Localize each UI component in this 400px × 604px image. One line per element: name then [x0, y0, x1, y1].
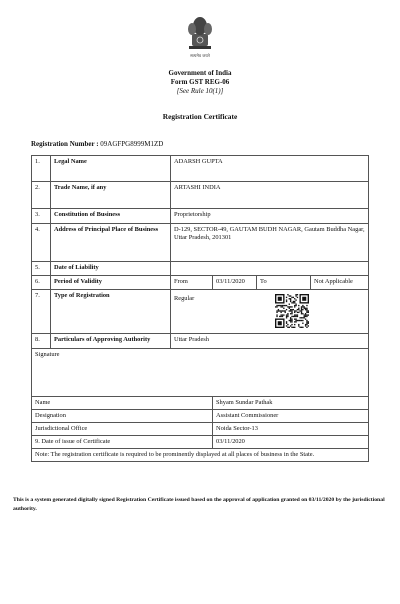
table-row [32, 436, 369, 449]
row-number: 6. [32, 276, 51, 290]
row-number: 8. [32, 334, 51, 349]
table-row [32, 224, 369, 262]
table-row [32, 397, 369, 410]
table-row [32, 276, 369, 290]
note-row [32, 449, 369, 462]
field-label: Trade Name, if any [51, 182, 171, 209]
field-value: Regular [174, 295, 195, 302]
row-number: 1. [32, 156, 51, 182]
issue-date-label: 9. Date of issue of Certificate [32, 436, 213, 449]
row-number: 2. [32, 182, 51, 209]
system-generated-footer: This is a system generated digitally signed Registration Certificate issued based on the approval of application granted on 03/11/2020 by the jurisdictional authority. [13, 497, 385, 512]
table-row [32, 156, 369, 182]
field-label: Constitution of Business [51, 209, 171, 224]
field-value: Uttar Pradesh [171, 334, 369, 349]
name-value: Shyam Sundar Pathak [213, 397, 369, 410]
field-label: Date of Liability [51, 262, 171, 276]
field-value: Proprietorship [171, 209, 369, 224]
signature-label: Signature [32, 349, 369, 397]
validity-from-label: From [171, 276, 213, 290]
validity-to-label: To [257, 276, 311, 290]
table-row [32, 423, 369, 436]
field-value [171, 262, 369, 276]
form-number: Form GST REG-06 [170, 78, 230, 86]
field-value: ADARSH GUPTA [171, 156, 369, 182]
certificate-table [31, 155, 369, 462]
page-title: Registration Certificate [162, 112, 238, 121]
designation-value: Assistant Commissioner [213, 410, 369, 423]
office-value: Noida Sector-13 [213, 423, 369, 436]
registration-number [31, 140, 163, 148]
rule-reference: [See Rule 10(1)] [176, 87, 224, 95]
row-number: 5. [32, 262, 51, 276]
designation-label: Designation [32, 410, 213, 423]
emblem-caption: सत्यमेव जयते [190, 53, 210, 58]
office-label: Jurisdictional Office [32, 423, 213, 436]
registration-number-value: 09AGFPG8999M1ZD [100, 140, 164, 148]
validity-to-value: Not Applicable [311, 276, 369, 290]
issue-date-value: 03/11/2020 [213, 436, 369, 449]
field-label: Address of Principal Place of Business [51, 224, 171, 262]
validity-from-value: 03/11/2020 [213, 276, 257, 290]
field-label: Particulars of Approving Authority [51, 334, 171, 349]
national-emblem-icon [183, 12, 217, 62]
qr-code-icon [275, 294, 309, 328]
field-label: Period of Validity [51, 276, 171, 290]
row-number: 3. [32, 209, 51, 224]
field-label: Type of Registration [51, 290, 171, 334]
row-number: 7. [32, 290, 51, 334]
field-label: Legal Name [51, 156, 171, 182]
field-value: ARTASHI INDIA [171, 182, 369, 209]
table-row [32, 410, 369, 423]
display-note: Note: The registration certificate is required to be prominently displayed at all places of business in the State. [32, 449, 369, 462]
table-row [32, 290, 369, 334]
field-value: D-129, SECTOR-49, GAUTAM BUDH NAGAR, Gautam Buddha Nagar, Uttar Pradesh, 201301 [171, 224, 369, 262]
table-row [32, 262, 369, 276]
table-row [32, 334, 369, 349]
registration-number-label: Registration Number : [31, 140, 99, 148]
table-row [32, 209, 369, 224]
table-row [32, 182, 369, 209]
row-number: 4. [32, 224, 51, 262]
signature-row [32, 349, 369, 397]
name-label: Name [32, 397, 213, 410]
field-value-cell [171, 290, 369, 334]
government-heading: Government of India [168, 69, 232, 77]
